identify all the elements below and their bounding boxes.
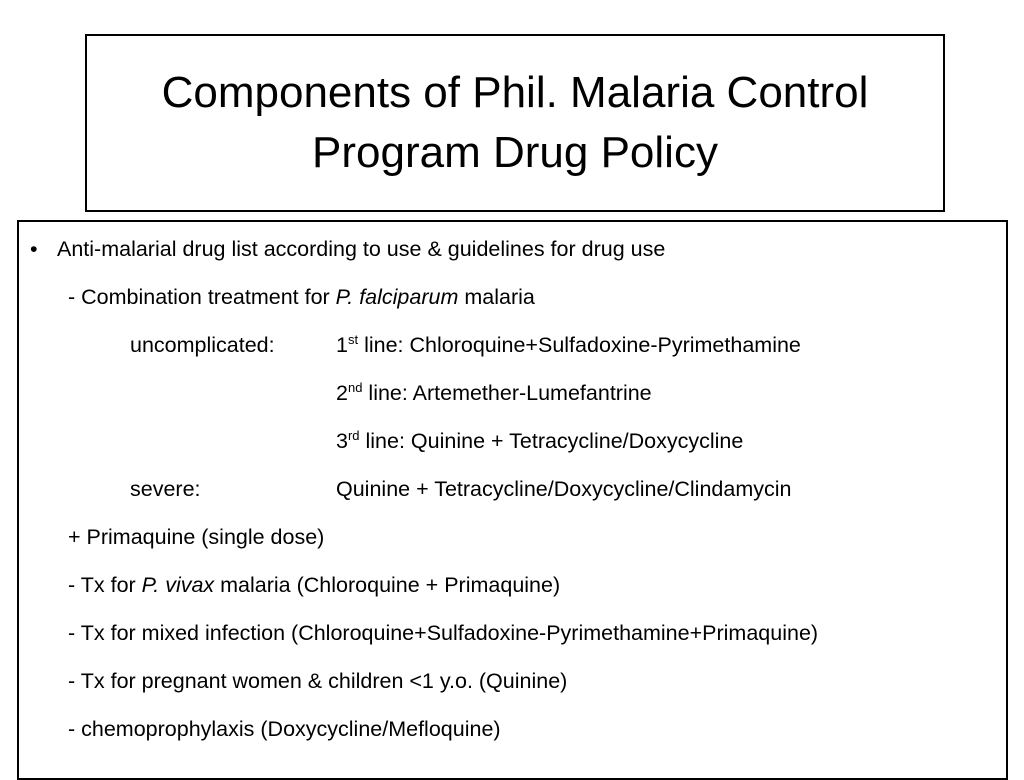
falciparum-species: P. falciparum xyxy=(335,285,459,309)
second-line-num: 2 xyxy=(336,381,348,405)
third-line-sup: rd xyxy=(347,427,360,443)
content-box xyxy=(17,220,1008,780)
second-line-text: line: Artemether-Lumefantrine xyxy=(362,381,652,405)
severe-label: severe: xyxy=(130,477,201,501)
bullet-icon: • xyxy=(30,237,38,261)
vivax-line xyxy=(68,572,560,598)
vivax-suffix: malaria (Chloroquine + Primaquine) xyxy=(214,573,561,597)
combination-prefix: - Combination treatment for xyxy=(68,285,336,309)
first-line-num: 1 xyxy=(336,333,348,357)
combination-suffix: malaria xyxy=(458,285,535,309)
vivax-species: P. vivax xyxy=(141,573,215,597)
slide-title-line-2: Program Drug Policy xyxy=(312,128,718,177)
third-line-text: line: Quinine + Tetracycline/Doxycycline xyxy=(359,429,744,453)
severe-value: Quinine + Tetracycline/Doxycycline/Clindamycin xyxy=(336,477,792,501)
mixed-infection-line: - Tx for mixed infection (Chloroquine+Sulfadoxine-Pyrimethamine+Primaquine) xyxy=(68,621,819,645)
title-box xyxy=(85,34,945,212)
vivax-prefix: - Tx for xyxy=(68,573,142,597)
chemoprophylaxis-line: - chemoprophylaxis (Doxycycline/Mefloquine) xyxy=(68,717,501,741)
first-line-drug xyxy=(336,332,801,358)
uncomplicated-label: uncomplicated: xyxy=(130,333,275,357)
first-line-text: line: Chloroquine+Sulfadoxine-Pyrimethamine xyxy=(358,333,801,357)
third-line-drug xyxy=(336,428,743,454)
slide-title-line-1: Components of Phil. Malaria Control xyxy=(161,68,869,117)
second-line-sup: nd xyxy=(347,379,363,395)
bullet-text: Anti-malarial drug list according to use & guidelines for drug use xyxy=(57,237,666,261)
first-line-sup: st xyxy=(347,331,359,347)
primaquine-line: + Primaquine (single dose) xyxy=(68,525,325,549)
second-line-drug xyxy=(336,380,652,406)
pregnant-line: - Tx for pregnant women & children <1 y.o. (Quinine) xyxy=(68,669,568,693)
third-line-num: 3 xyxy=(336,429,348,453)
combination-line xyxy=(68,284,535,310)
slide-title xyxy=(162,63,869,183)
